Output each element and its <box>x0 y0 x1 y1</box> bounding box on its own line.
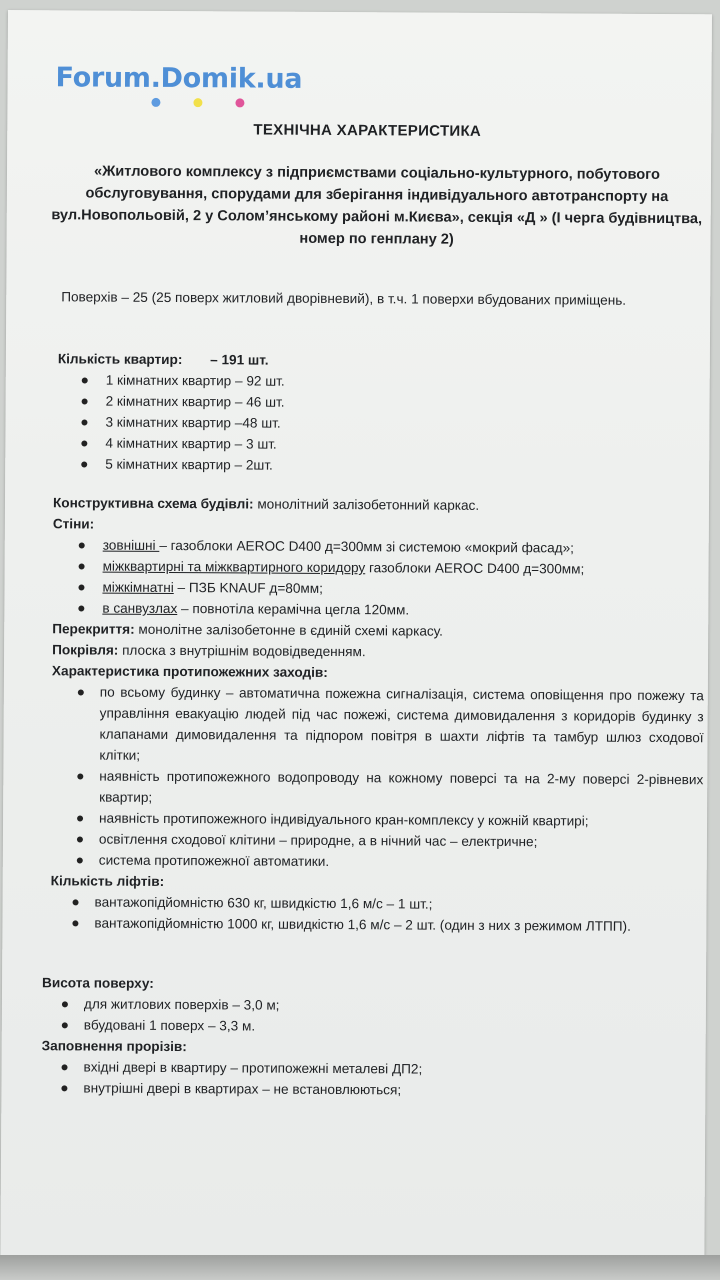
document-page <box>0 10 712 1259</box>
wall-text: – газоблоки AEROC D400 д=300мм зі системою «мокрий фасад»; <box>159 537 575 556</box>
structure-value: монолітний залізобетонний каркас. <box>253 496 480 513</box>
floors-paragraph: Поверхів – 25 (25 поверх житловий дворівневий), в т.ч. 1 поверхи вбудованих приміщень. <box>61 289 627 308</box>
site-logo[interactable] <box>55 62 302 113</box>
walls-list <box>52 534 705 622</box>
wall-term: міжкімнатні <box>102 579 174 596</box>
list-item: 4 кімнатних квартир – 3 шт. <box>57 432 657 457</box>
fire-list <box>51 681 704 874</box>
wall-term: міжквартирні та міжквартирного коридору <box>102 558 366 576</box>
wall-term: зовнішні <box>102 537 160 553</box>
lifts-list <box>50 891 702 937</box>
wall-text: газоблоки AEROC D400 д=300мм; <box>365 560 585 577</box>
list-item: наявність протипожежного водопроводу на кожному поверсі та на 2-му поверсі 2-рівневих квартир; <box>51 765 703 811</box>
list-item: 2 кімнатних квартир – 46 шт. <box>58 390 658 415</box>
logo-dot-blue <box>151 98 160 107</box>
openings-label: Заповнення прорізів: <box>41 1038 187 1055</box>
list-item: вхідні двері в квартиру – протипожежні металеві ДП2; <box>41 1056 681 1081</box>
apartments-label: Кількість квартир: <box>57 351 183 368</box>
height-list <box>42 993 682 1039</box>
logo-text: Forum.Domik.ua <box>55 62 303 95</box>
logo-dot-pink <box>235 98 244 107</box>
desk-surface <box>0 1255 720 1280</box>
list-item: вбудовані 1 поверх – 3,3 м. <box>42 1014 682 1039</box>
height-section <box>41 972 682 1102</box>
fire-label: Характеристика протипожежних заходів: <box>51 663 328 680</box>
apartments-list <box>57 369 658 478</box>
document-title: ТЕХНІЧНА ХАРАКТЕРИСТИКА <box>253 121 482 140</box>
logo-dots <box>55 97 302 113</box>
openings-list <box>41 1056 681 1102</box>
list-item <box>52 597 704 622</box>
apartments-total: – 191 шт. <box>210 352 269 368</box>
height-label: Висота поверху: <box>42 975 154 991</box>
walls-label: Стіни: <box>52 516 95 532</box>
wall-text: – повнотіла керамічна цегла 120мм. <box>177 601 410 618</box>
list-item: 1 кімнатних квартир – 92 шт. <box>58 369 658 394</box>
logo-dot-yellow <box>193 98 202 107</box>
roof-label: Покрівля: <box>52 642 119 658</box>
list-item: для житлових поверхів – 3,0 м; <box>42 993 682 1018</box>
list-item: 3 кімнатних квартир –48 шт. <box>57 411 657 436</box>
structure-label: Конструктивна схема будівлі: <box>52 495 254 512</box>
list-item: вантажопідйомністю 630 кг, швидкістю 1,6 м/с – 1 шт.; <box>50 891 702 916</box>
construction-section <box>50 492 705 937</box>
wall-term: в санвузлах <box>102 600 178 617</box>
slab-label: Перекриття: <box>52 621 135 637</box>
list-item: наявність протипожежного індивідуального кран-комплексу у кожній квартирі; <box>51 807 703 832</box>
lifts-label: Кількість ліфтів: <box>50 873 165 889</box>
roof-value: плоска з внутрішнім водовідведенням. <box>118 642 366 660</box>
wall-text: – ПЗБ KNAUF д=80мм; <box>173 580 323 596</box>
document-subtitle: «Житлового комплексу з підприємствами соціально-культурного, побутового обслуговування, спорудами для зберігання індивідуального автотранспорту на вул.Новопольовій, 2 у Солом’янському районі м.Києва», секція «Д » (І черга будівництва, номер по генплану 2) <box>51 163 703 248</box>
slab-value: монолітне залізобетонне в єдиній схемі каркасу. <box>134 621 443 639</box>
list-item: система протипожежної автоматики. <box>51 849 703 874</box>
list-item: освітлення сходової клітини – природне, а в нічний час – електричне; <box>51 828 703 853</box>
list-item: вантажопідйомністю 1000 кг, швидкістю 1,6 м/с – 2 шт. (один з них з режимом ЛТПП). <box>50 912 702 937</box>
apartments-section <box>57 348 658 478</box>
list-item: 5 кімнатних квартир – 2шт. <box>57 453 657 478</box>
list-item: внутрішні двері в квартирах – не встановлюються; <box>41 1077 681 1102</box>
list-item: по всьому будинку – автоматична пожежна сигналізація, система оповіщення про пожежу та управління евакуацію людей під час пожежі, система димовидалення з коридорів будинку з клапанами димовидалення та підпором повітря в шахти ліфтів та тамбур шлюз сходової клітки; <box>51 681 704 769</box>
structure-line <box>53 492 705 517</box>
